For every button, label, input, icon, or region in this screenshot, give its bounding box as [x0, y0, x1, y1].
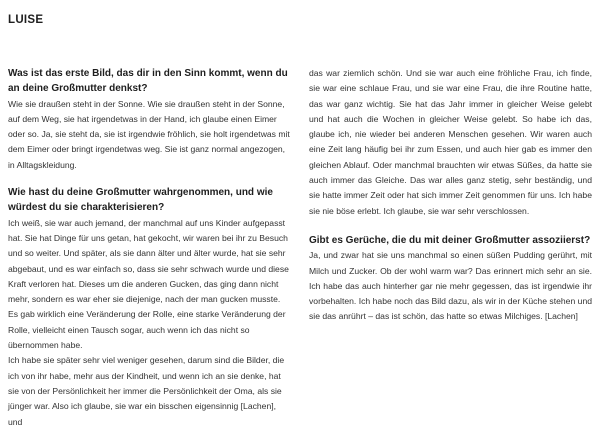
answer-smells: Ja, und zwar hat sie uns manchmal so einen süßen Pudding gerührt, mit Milch und Zucker. Ob der wohl warm war? Das erinnert mich sehr an sie. Ich habe das auch hinterher gar nie mehr gegessen, das ist irgendwie ihr vorbehalten. Ich habe noch das Bild dazu, als wir in der Küche stehen und sie das anrührt – das ist schön, das hatte so etwas Milchiges. [Lachen]: [309, 250, 592, 322]
answer-first-image: Wie sie draußen steht in der Sonne. Wie sie draußen steht in der Sonne, auf dem Weg, sie hat irgendetwas in der Hand, ich glaube einen Eimer oder so. Ja, sie steht da, sie ist irgendwie fröhlich, sie holt irgendetwas mit dem Eimer oder bringt irgendetwas weg. Sie ist ganz normal angezogen, in Alltagskleidung.: [8, 98, 290, 170]
question-first-image: Was ist das erste Bild, das dir in den Sinn kommt, wenn du an deine Großmutter denkst?: [8, 68, 288, 95]
answer-perception-continued: das war ziemlich schön. Und sie war auch eine fröhliche Frau, ich finde, sie war eine schlaue Frau, und sie war eine Frau, die ihre Routine hatte, das war ganz wichtig. Sie hat das Jahr immer in gleicher Weise gelebt und hat auch die Wochen in gleicher Weise gelebt. So habe ich das, glaube ich, nie wieder bei anderen Menschen gesehen. Wir waren auch eine Zeit lang häufig bei ihr zum Essen, und auch hier gab es immer den gleichen Ablauf. Oder manchmal brauchten wir etwas Süßes, da hatte sie auch immer das Gleiche. Das war alles ganz stetig, sehr beständig, und sie hatte immer Zeit oder hat sich immer Zeit genommen für uns. Ich habe sie nie böse erlebt. Ich glaube, sie war sehr verschlossen.: [309, 68, 592, 216]
answer-perception-paragraph-1: Ich weiß, sie war auch jemand, der manchmal auf uns Kinder aufgepasst hat. Sie hat Dinge für uns getan, hat gekocht, wir waren bei ihr zu Besuch und so weiter. Und später, als sie dann älter und älter wurde, hat sie sehr abgebaut, und es war einfach so, dass sie sehr schwach wurde und diese Kraft verloren hat. Dieses um die anderen Gucken, das ging dann nicht mehr, sondern es war eher sie diejenige, nach der man gucken musste. Es gab wirklich eine Veränderung der Rolle, eine starke Veränderung der Rolle, vielleicht einen Tausch sogar, auch wenn ich das nicht so übernommen habe.: [8, 217, 289, 351]
question-perception: Wie hast du deine Großmutter wahrgenommen, und wie würdest du sie charakterisieren?: [8, 187, 273, 214]
page-title: LUISE: [8, 14, 44, 26]
question-smells: Gibt es Gerüche, die du mit deiner Großmutter assoziierst?: [309, 234, 591, 246]
left-column: [8, 66, 291, 430]
answer-perception-paragraph-2: Ich habe sie später sehr viel weniger gesehen, darum sind die Bilder, die ich von ihr habe, mehr aus der Kindheit, und wenn ich an sie denke, hat sie von der Persönlichkeit her immer die Persönlichkeit der Oma, als sie jünger war. Also ich glaube, sie war ein bisschen eigensinnig [Lachen], und: [8, 355, 285, 427]
right-column: [309, 66, 592, 325]
